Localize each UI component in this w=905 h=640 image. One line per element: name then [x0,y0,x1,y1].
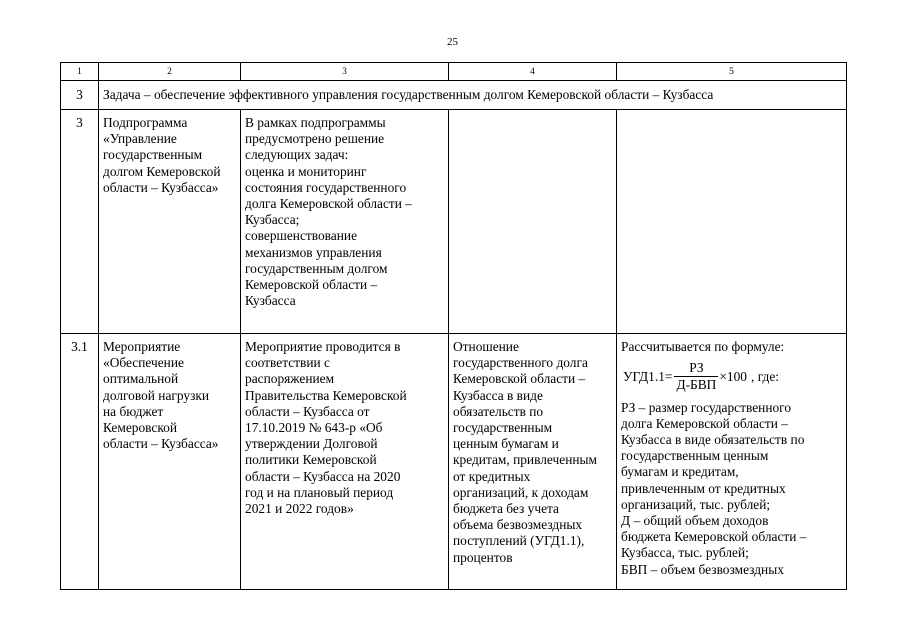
method-explanation: РЗ – размер государственного долга Кемеровской области – Кузбасса в виде обязательств по государственным ценным бумагам и кредитам, привлеченным от кредитных организаций, тыс. рублей; Д – общий объем доходов бюджета Кемеровской области – Кузбасса, тыс. рублей; БВП – объем безвозмездных [621,399,807,577]
header-col-2: 2 [99,63,241,81]
formula-suffix: , где: [751,368,779,384]
task-text: Задача – обеспечение эффективного управления государственным долгом Кемеровской области – Кузбасса [99,81,847,110]
page-number: 25 [447,36,458,48]
header-row [61,63,847,81]
measure-indicator: Отношение государственного долга Кемеровской области – Кузбасса в виде обязательств по государственным ценным бумагам и кредитам, привлеченным от кредитных организаций, к доходам бюджета без учета объема безвозмездных поступлений (УГД1.1), процентов [449,334,617,590]
task-number: 3 [61,81,99,110]
measure-row [61,334,847,590]
subprogram-method [617,110,847,334]
subprogram-number: 3 [61,110,99,334]
header-col-3: 3 [241,63,449,81]
subprogram-name: Подпрограмма «Управление государственным долгом Кемеровской области – Кузбасса» [99,110,241,334]
measure-description: Мероприятие проводится в соответствии с распоряжением Правительства Кемеровской области – Кузбасса от 17.10.2019 № 643-р «Об утверждении Долговой политики Кемеровской области – Кузбасса на 2020 год и на плановый период 2021 и 2022 годов» [241,334,449,590]
measure-number: 3.1 [61,334,99,590]
formula-numerator: РЗ [689,360,704,376]
program-table [60,62,847,590]
formula [623,360,842,393]
header-col-4: 4 [449,63,617,81]
formula-fraction [674,360,718,393]
formula-lhs: УГД1.1= [623,368,673,384]
task-row [61,81,847,110]
formula-rhs: ×100 [719,368,747,384]
method-intro: Рассчитывается по формуле: [621,339,785,354]
header-col-1: 1 [61,63,99,81]
measure-name: Мероприятие «Обеспечение оптимальной долговой нагрузки на бюджет Кемеровской области – Кузбасса» [99,334,241,590]
header-col-5: 5 [617,63,847,81]
subprogram-indicator [449,110,617,334]
subprogram-row [61,110,847,334]
subprogram-description: В рамках подпрограммы предусмотрено решение следующих задач: оценка и мониторинг состояния государственного долга Кемеровской области – Кузбасса; совершенствование механизмов управления государственным долгом Кемеровской области – Кузбасса [241,110,449,334]
formula-denominator: Д-БВП [676,377,717,393]
measure-method [617,334,847,590]
